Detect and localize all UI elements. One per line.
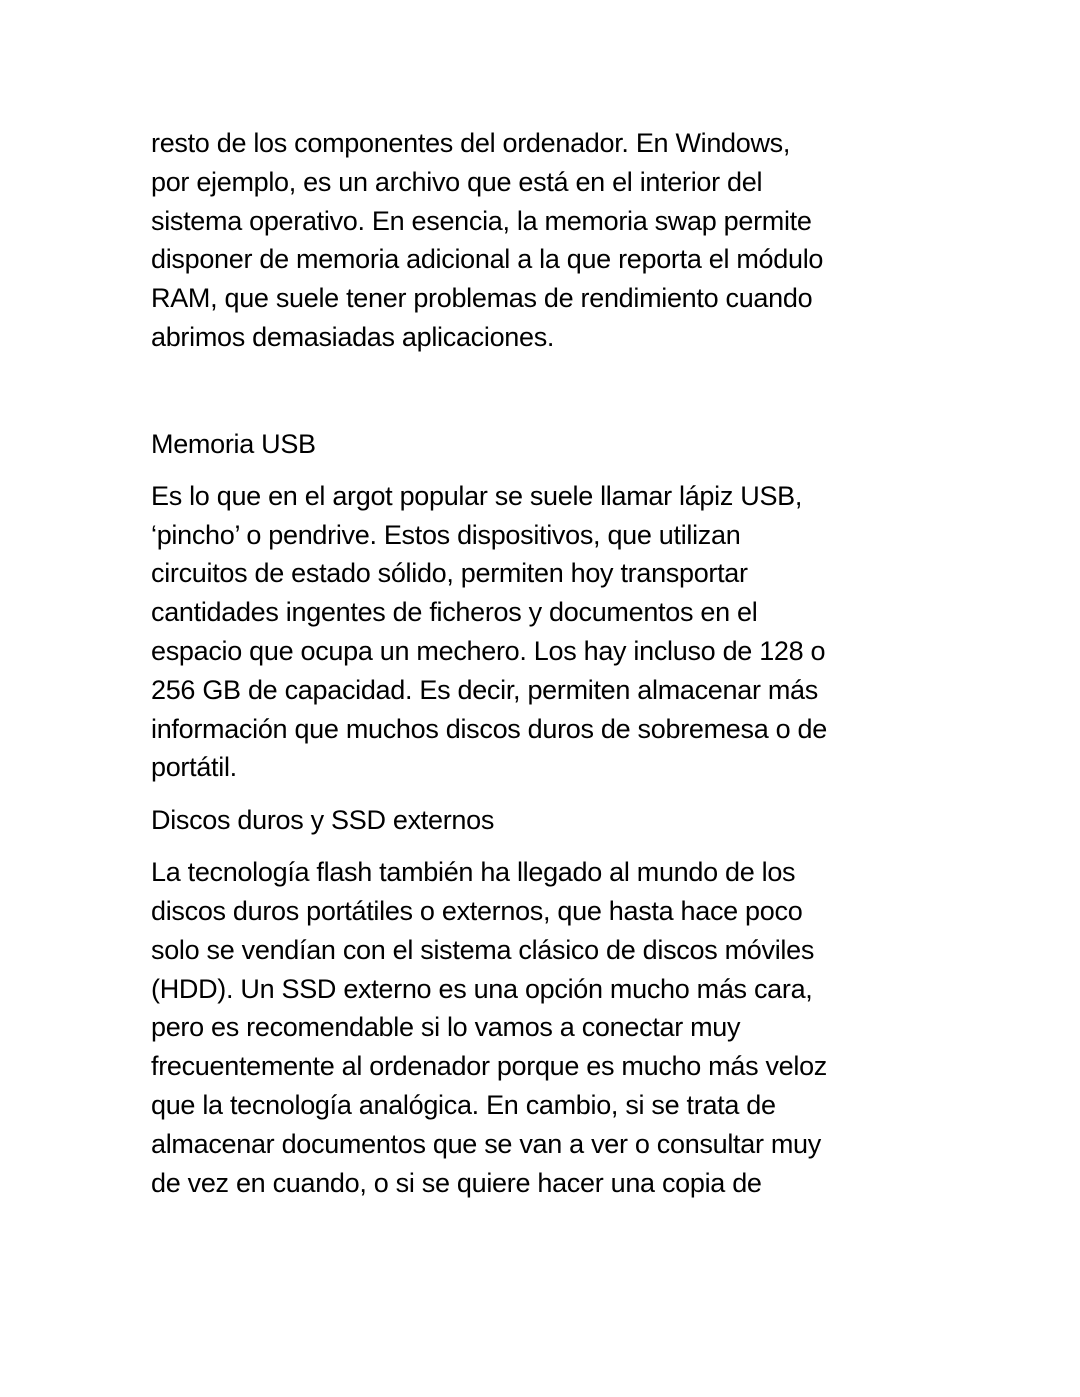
text-line: solo se vendían con el sistema clásico de discos móviles — [151, 934, 815, 965]
text-line: circuitos de estado sólido, permiten hoy transportar — [151, 558, 748, 589]
text-line: por ejemplo, es un archivo que está en el interior del — [151, 166, 763, 197]
text-line: Es lo que en el argot popular se suele llamar lápiz USB, — [151, 480, 803, 511]
text-line: disponer de memoria adicional a la que reporta el módulo — [151, 244, 824, 275]
text-line: que la tecnología analógica. En cambio, si se trata de — [151, 1089, 776, 1120]
text-line: La tecnología flash también ha llegado al mundo de los — [151, 857, 796, 888]
heading-discos-externos: Discos duros y SSD externos — [151, 805, 495, 836]
text-line: (HDD). Un SSD externo es una opción mucho más cara, — [151, 973, 813, 1004]
text-line: portátil. — [151, 752, 237, 783]
text-line: sistema operativo. En esencia, la memoria swap permite — [151, 205, 812, 236]
text-line: cantidades ingentes de ficheros y documentos en el — [151, 597, 758, 628]
text-line: de vez en cuando, o si se quiere hacer una copia de — [151, 1167, 762, 1198]
text-line: espacio que ocupa un mechero. Los hay incluso de 128 o — [151, 635, 826, 666]
text-line: almacenar documentos que se van a ver o consultar muy — [151, 1128, 821, 1159]
heading-memoria-usb: Memoria USB — [151, 428, 316, 459]
paragraph-swap-memory — [151, 124, 941, 357]
text-line: ‘pincho’ o pendrive. Estos dispositivos, que utilizan — [151, 519, 741, 550]
paragraph-discos-externos — [151, 853, 941, 1202]
text-line: frecuentemente al ordenador porque es mucho más veloz — [151, 1051, 828, 1082]
document-page — [151, 124, 941, 1202]
text-line: RAM, que suele tener problemas de rendimiento cuando — [151, 283, 813, 314]
text-line: pero es recomendable si lo vamos a conectar muy — [151, 1012, 741, 1043]
text-line: discos duros portátiles o externos, que hasta hace poco — [151, 895, 803, 926]
paragraph-memoria-usb — [151, 477, 941, 787]
text-line: resto de los componentes del ordenador. En Windows, — [151, 128, 791, 158]
text-line: 256 GB de capacidad. Es decir, permiten almacenar más — [151, 674, 818, 705]
text-line: información que muchos discos duros de sobremesa o de — [151, 713, 827, 744]
text-line: abrimos demasiadas aplicaciones. — [151, 321, 555, 352]
